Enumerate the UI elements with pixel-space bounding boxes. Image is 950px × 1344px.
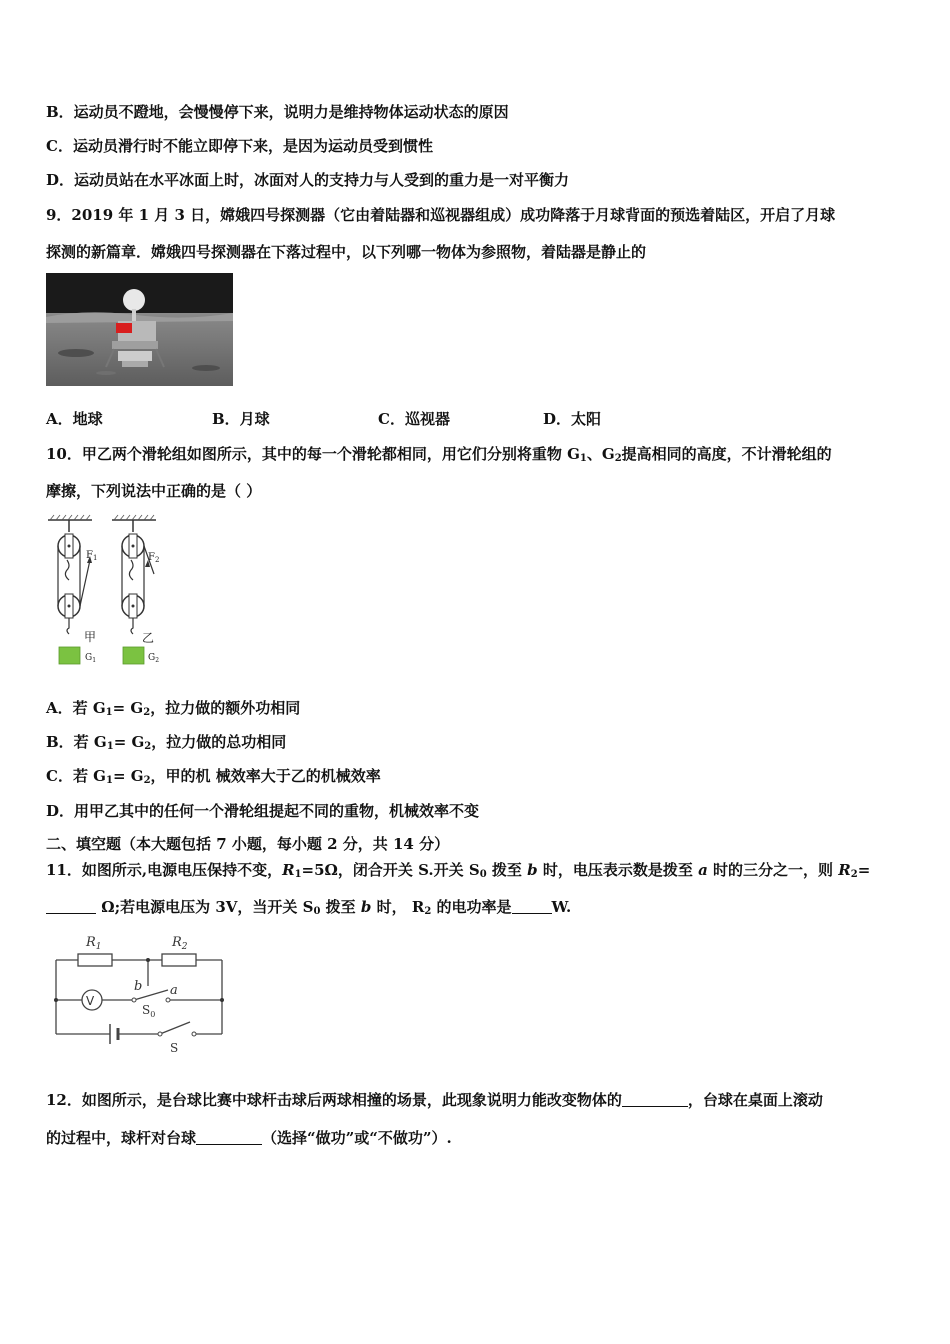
q10-stem-line2: 摩擦，下列说法中正确的是（ ） xyxy=(46,482,262,500)
section-heading-fill-in: 二、填空题（本大题包括 7 小题，每小题 2 分，共 14 分） xyxy=(46,835,450,853)
svg-text:R2: $R_2$ xyxy=(172,935,188,952)
q8-option-d: D．运动员站在水平冰面上时，冰面对人的支持力与人受到的重力是一对平衡力 xyxy=(46,171,570,189)
svg-text:b: b xyxy=(134,979,143,994)
q11-stem-line2: Ω;若电源电压为 3V，当开关 $S_0$ 拨至 b 时， $R_2$ 的电功率是 W. xyxy=(46,897,571,922)
q11-answer-blank-1[interactable] xyxy=(46,899,96,914)
q10-option-b: B．若 $G_1= G_2$，拉力做的总功相同 xyxy=(46,733,287,752)
lunar-lander-photo xyxy=(46,273,233,386)
q10-option-d: D．用甲乙其中的任何一个滑轮组提起不同的重物，机械效率不变 xyxy=(46,802,480,820)
q12-answer-blank-1[interactable] xyxy=(622,1092,688,1107)
q9-stem-line2: 探测的新篇章．嫦娥四号探测器在下落过程中，以下列哪一物体为参照物，着陆器是静止的 xyxy=(46,243,647,261)
svg-text:G1: $G_1$ xyxy=(85,653,97,664)
q10-option-c: C．若 $G_1= G_2$，甲的机 械效率大于乙的机械效率 xyxy=(46,767,381,786)
svg-text:甲: 甲 xyxy=(84,630,97,644)
q12-answer-blank-2[interactable] xyxy=(196,1130,262,1145)
pulley-systems-figure xyxy=(40,510,180,670)
q12-stem-line1: 12．如图所示，是台球比赛中球杆击球后两球相撞的场景，此现象说明力能改变物体的 ，台球在桌面上滚动 xyxy=(46,1091,823,1109)
q12-stem-line2: 的过程中，球杆对台球 （选择“做功”或“不做功”）. xyxy=(46,1129,452,1147)
q9-option-b: B．月球 xyxy=(212,410,270,428)
q9-stem-line1: 9．2019 年 1 月 3 日，嫦娥四号探测器（它由着陆器和巡视器组成）成功降落于月球背面的预选着陆区，开启了月球 xyxy=(46,206,836,224)
q11-stem-line1: 11．如图所示,电源电压保持不变，$R_1=5\Omega$，闭合开关 S.开关 $S_0$ 拨至 b 时，电压表示数是拨至 a 时的三分之一，则 $R_2=$ xyxy=(46,861,871,880)
svg-text:V: V xyxy=(86,994,95,1008)
q8-option-b: B．运动员不蹬地，会慢慢停下来，说明力是维持物体运动状态的原因 xyxy=(46,103,509,121)
q10-option-a: A．若 $G_1= G_2$，拉力做的额外功相同 xyxy=(46,699,301,718)
q10-stem-line1: 10．甲乙两个滑轮组如图所示，其中的每一个滑轮都相同，用它们分别将重物 $G_1$、$G_2$提高相同的高度，不计滑轮组的 xyxy=(46,445,832,464)
svg-text:R1: $R_1$ xyxy=(86,935,102,952)
svg-text:S: S xyxy=(170,1041,179,1055)
svg-text:F1: $F_1$ xyxy=(86,550,98,562)
svg-text:乙: 乙 xyxy=(142,631,155,645)
svg-text:a: a xyxy=(170,983,178,998)
q11-answer-blank-2[interactable] xyxy=(512,899,552,914)
svg-text:S0: $S_0$ xyxy=(142,1003,156,1019)
svg-text:F2: $F_2$ xyxy=(148,552,160,564)
q9-option-d: D．太阳 xyxy=(543,410,602,428)
q9-option-c: C．巡视器 xyxy=(378,410,450,428)
q9-option-a: A．地球 xyxy=(46,410,103,428)
q8-option-c: C．运动员滑行时不能立即停下来，是因为运动员受到惯性 xyxy=(46,137,433,155)
circuit-diagram xyxy=(48,926,228,1056)
svg-text:G2: $G_2$ xyxy=(148,653,160,664)
